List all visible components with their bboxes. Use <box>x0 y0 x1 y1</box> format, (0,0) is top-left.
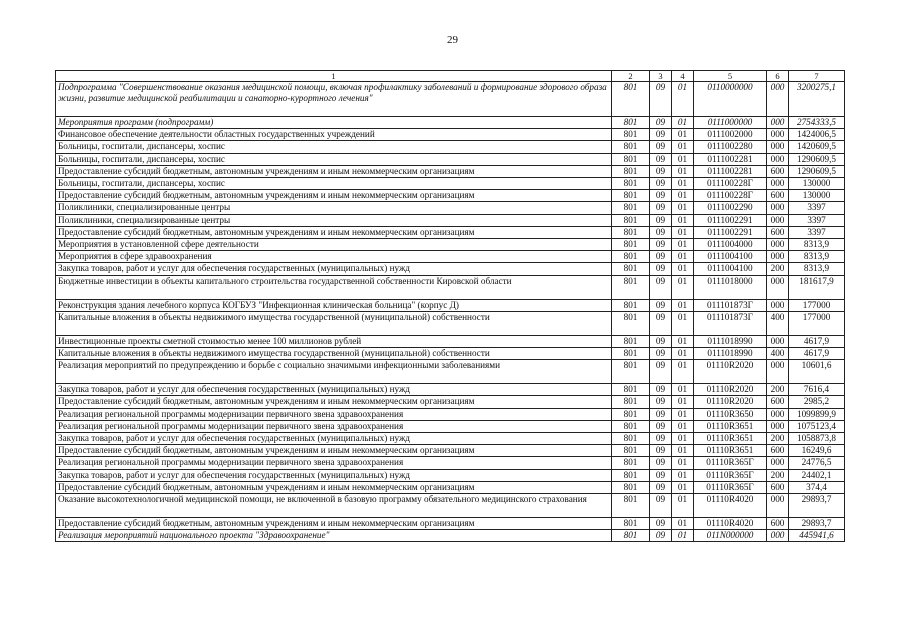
expense-type-cell: 000 <box>767 153 789 165</box>
ministry-code-cell: 801 <box>612 335 650 347</box>
amount-cell: 3397 <box>789 226 845 238</box>
target-article-cell: 01110R2020 <box>694 396 767 408</box>
section-code-cell: 09 <box>650 518 672 530</box>
table-row <box>56 153 845 165</box>
amount-cell: 130000 <box>789 190 845 202</box>
subsection-code-cell: 01 <box>672 348 694 360</box>
table-row <box>56 481 845 493</box>
subsection-code-cell: 01 <box>672 299 694 311</box>
amount-cell: 1290609,5 <box>789 153 845 165</box>
expense-type-cell: 000 <box>767 82 789 117</box>
ministry-code-cell: 801 <box>612 518 650 530</box>
subsection-code-cell: 01 <box>672 494 694 518</box>
section-code-cell: 09 <box>650 530 672 542</box>
table-row <box>56 408 845 420</box>
row-name-cell: Инвестиционные проекты сметной стоимостью менее 100 миллионов рублей <box>56 335 612 347</box>
row-name-cell: Больницы, госпитали, диспансеры, хоспис <box>56 153 612 165</box>
ministry-code-cell: 801 <box>612 190 650 202</box>
amount-cell: 7616,4 <box>789 384 845 396</box>
row-name-cell: Мероприятия в сфере здравоохранения <box>56 251 612 263</box>
target-article-cell: 0111002000 <box>694 129 767 141</box>
ministry-code-cell: 801 <box>612 457 650 469</box>
row-name-cell: Закупка товаров, работ и услуг для обеспечения государственных (муниципальных) нужд <box>56 469 612 481</box>
table-row <box>56 299 845 311</box>
section-code-cell: 09 <box>650 141 672 153</box>
ministry-code-cell: 801 <box>612 311 650 335</box>
ministry-code-cell: 801 <box>612 408 650 420</box>
expense-type-cell: 400 <box>767 311 789 335</box>
subsection-code-cell: 01 <box>672 202 694 214</box>
row-name-cell: Предоставление субсидий бюджетным, автономным учреждениям и иным некоммерческим организациям <box>56 481 612 493</box>
section-code-cell: 09 <box>650 360 672 384</box>
row-name-cell: Предоставление субсидий бюджетным, автономным учреждениям и иным некоммерческим организациям <box>56 165 612 177</box>
column-header: 6 <box>767 71 789 82</box>
table-row <box>56 251 845 263</box>
ministry-code-cell: 801 <box>612 82 650 117</box>
budget-table <box>55 70 845 542</box>
target-article-cell: 0111018990 <box>694 348 767 360</box>
expense-type-cell: 000 <box>767 178 789 190</box>
page-number: 29 <box>447 34 458 46</box>
table-row <box>56 82 845 117</box>
section-code-cell: 09 <box>650 275 672 299</box>
subsection-code-cell: 01 <box>672 263 694 275</box>
table-row <box>56 117 845 129</box>
target-article-cell: 0111002281 <box>694 165 767 177</box>
row-name-cell: Реализация региональной программы модернизации первичного звена здравоохранения <box>56 420 612 432</box>
row-name-cell: Капитальные вложения в объекты недвижимого имущества государственной (муниципальной) собственности <box>56 348 612 360</box>
amount-cell: 29893,7 <box>789 494 845 518</box>
subsection-code-cell: 01 <box>672 129 694 141</box>
section-code-cell: 09 <box>650 178 672 190</box>
expense-type-cell: 200 <box>767 263 789 275</box>
expense-type-cell: 600 <box>767 190 789 202</box>
section-code-cell: 09 <box>650 457 672 469</box>
row-name-cell: Оказание высокотехнологичной медицинской помощи, не включенной в базовую программу обязательного медицинского страхования <box>56 494 612 518</box>
row-name-cell: Финансовое обеспечение деятельности областных государственных учреждений <box>56 129 612 141</box>
subsection-code-cell: 01 <box>672 530 694 542</box>
amount-cell: 8313,9 <box>789 251 845 263</box>
target-article-cell: 011100228Г <box>694 190 767 202</box>
expense-type-cell: 000 <box>767 408 789 420</box>
table-row <box>56 384 845 396</box>
subsection-code-cell: 01 <box>672 165 694 177</box>
expense-type-cell: 000 <box>767 420 789 432</box>
table-row <box>56 165 845 177</box>
subsection-code-cell: 01 <box>672 190 694 202</box>
expense-type-cell: 000 <box>767 360 789 384</box>
amount-cell: 4617,9 <box>789 335 845 347</box>
section-code-cell: 09 <box>650 299 672 311</box>
amount-cell: 130000 <box>789 178 845 190</box>
table-row <box>56 445 845 457</box>
subsection-code-cell: 01 <box>672 214 694 226</box>
target-article-cell: 01110R2020 <box>694 384 767 396</box>
amount-cell: 177000 <box>789 299 845 311</box>
table-row <box>56 360 845 384</box>
target-article-cell: 0111002291 <box>694 226 767 238</box>
expense-type-cell: 600 <box>767 226 789 238</box>
section-code-cell: 09 <box>650 311 672 335</box>
table-row <box>56 275 845 299</box>
amount-cell: 3397 <box>789 214 845 226</box>
table-row <box>56 311 845 335</box>
subsection-code-cell: 01 <box>672 396 694 408</box>
expense-type-cell: 200 <box>767 469 789 481</box>
expense-type-cell: 400 <box>767 348 789 360</box>
subsection-code-cell: 01 <box>672 481 694 493</box>
ministry-code-cell: 801 <box>612 494 650 518</box>
target-article-cell: 01110R4020 <box>694 518 767 530</box>
row-name-cell: Поликлиники, специализированные центры <box>56 214 612 226</box>
ministry-code-cell: 801 <box>612 263 650 275</box>
ministry-code-cell: 801 <box>612 239 650 251</box>
amount-cell: 3200275,1 <box>789 82 845 117</box>
row-name-cell: Поликлиники, специализированные центры <box>56 202 612 214</box>
subsection-code-cell: 01 <box>672 457 694 469</box>
expense-type-cell: 000 <box>767 239 789 251</box>
subsection-code-cell: 01 <box>672 408 694 420</box>
subsection-code-cell: 01 <box>672 141 694 153</box>
table-row <box>56 530 845 542</box>
row-name-cell: Предоставление субсидий бюджетным, автономным учреждениям и иным некоммерческим организациям <box>56 445 612 457</box>
ministry-code-cell: 801 <box>612 275 650 299</box>
section-code-cell: 09 <box>650 117 672 129</box>
row-name-cell: Больницы, госпитали, диспансеры, хоспис <box>56 178 612 190</box>
target-article-cell: 01110R3651 <box>694 420 767 432</box>
expense-type-cell: 600 <box>767 165 789 177</box>
section-code-cell: 09 <box>650 469 672 481</box>
section-code-cell: 09 <box>650 239 672 251</box>
amount-cell: 374,4 <box>789 481 845 493</box>
ministry-code-cell: 801 <box>612 141 650 153</box>
row-name-cell: Предоставление субсидий бюджетным, автономным учреждениям и иным некоммерческим организациям <box>56 396 612 408</box>
row-name-cell: Подпрограмма "Совершенствование оказания медицинской помощи, включая профилактику заболеваний и формирование здорового образа жизни, развитие медицинской реабилитации и санаторно-курортного лечения" <box>56 82 612 117</box>
table-row <box>56 226 845 238</box>
subsection-code-cell: 01 <box>672 433 694 445</box>
ministry-code-cell: 801 <box>612 117 650 129</box>
table-row <box>56 178 845 190</box>
amount-cell: 29893,7 <box>789 518 845 530</box>
subsection-code-cell: 01 <box>672 117 694 129</box>
section-code-cell: 09 <box>650 433 672 445</box>
ministry-code-cell: 801 <box>612 202 650 214</box>
section-code-cell: 09 <box>650 420 672 432</box>
section-code-cell: 09 <box>650 384 672 396</box>
expense-type-cell: 000 <box>767 275 789 299</box>
target-article-cell: 011N000000 <box>694 530 767 542</box>
row-name-cell: Предоставление субсидий бюджетным, автономным учреждениям и иным некоммерческим организациям <box>56 226 612 238</box>
ministry-code-cell: 801 <box>612 396 650 408</box>
ministry-code-cell: 801 <box>612 251 650 263</box>
ministry-code-cell: 801 <box>612 360 650 384</box>
ministry-code-cell: 801 <box>612 348 650 360</box>
table-row <box>56 202 845 214</box>
table-header-row <box>56 71 845 82</box>
subsection-code-cell: 01 <box>672 153 694 165</box>
section-code-cell: 09 <box>650 153 672 165</box>
subsection-code-cell: 01 <box>672 251 694 263</box>
target-article-cell: 0111004100 <box>694 263 767 275</box>
subsection-code-cell: 01 <box>672 275 694 299</box>
row-name-cell: Реализация региональной программы модернизации первичного звена здравоохранения <box>56 408 612 420</box>
amount-cell: 8313,9 <box>789 239 845 251</box>
section-code-cell: 09 <box>650 129 672 141</box>
amount-cell: 1424006,5 <box>789 129 845 141</box>
ministry-code-cell: 801 <box>612 165 650 177</box>
subsection-code-cell: 01 <box>672 335 694 347</box>
expense-type-cell: 000 <box>767 129 789 141</box>
amount-cell: 181617,9 <box>789 275 845 299</box>
amount-cell: 3397 <box>789 202 845 214</box>
table-row <box>56 518 845 530</box>
target-article-cell: 0111004000 <box>694 239 767 251</box>
section-code-cell: 09 <box>650 226 672 238</box>
column-header: 3 <box>650 71 672 82</box>
subsection-code-cell: 01 <box>672 226 694 238</box>
table-row <box>56 420 845 432</box>
section-code-cell: 09 <box>650 165 672 177</box>
row-name-cell: Закупка товаров, работ и услуг для обеспечения государственных (муниципальных) нужд <box>56 433 612 445</box>
section-code-cell: 09 <box>650 445 672 457</box>
table-row <box>56 263 845 275</box>
ministry-code-cell: 801 <box>612 384 650 396</box>
ministry-code-cell: 801 <box>612 153 650 165</box>
row-name-cell: Больницы, госпитали, диспансеры, хоспис <box>56 141 612 153</box>
table-row <box>56 457 845 469</box>
target-article-cell: 011100228Г <box>694 178 767 190</box>
expense-type-cell: 200 <box>767 433 789 445</box>
table-row <box>56 239 845 251</box>
target-article-cell: 0111000000 <box>694 117 767 129</box>
ministry-code-cell: 801 <box>612 469 650 481</box>
section-code-cell: 09 <box>650 214 672 226</box>
table-row <box>56 348 845 360</box>
ministry-code-cell: 801 <box>612 530 650 542</box>
target-article-cell: 011101873Г <box>694 299 767 311</box>
row-name-cell: Реализация мероприятий по предупреждению и борьбе с социально значимыми инфекционными заболеваниями <box>56 360 612 384</box>
amount-cell: 16249,6 <box>789 445 845 457</box>
column-header: 1 <box>56 71 612 82</box>
table-row <box>56 494 845 518</box>
expense-type-cell: 000 <box>767 141 789 153</box>
target-article-cell: 01110R3651 <box>694 445 767 457</box>
expense-type-cell: 600 <box>767 481 789 493</box>
amount-cell: 1099899,9 <box>789 408 845 420</box>
expense-type-cell: 000 <box>767 494 789 518</box>
subsection-code-cell: 01 <box>672 239 694 251</box>
section-code-cell: 09 <box>650 396 672 408</box>
row-name-cell: Закупка товаров, работ и услуг для обеспечения государственных (муниципальных) нужд <box>56 384 612 396</box>
target-article-cell: 01110R2020 <box>694 360 767 384</box>
subsection-code-cell: 01 <box>672 360 694 384</box>
section-code-cell: 09 <box>650 408 672 420</box>
target-article-cell: 0111002280 <box>694 141 767 153</box>
subsection-code-cell: 01 <box>672 311 694 335</box>
amount-cell: 177000 <box>789 311 845 335</box>
ministry-code-cell: 801 <box>612 445 650 457</box>
subsection-code-cell: 01 <box>672 420 694 432</box>
section-code-cell: 09 <box>650 190 672 202</box>
target-article-cell: 01110R3651 <box>694 433 767 445</box>
subsection-code-cell: 01 <box>672 82 694 117</box>
row-name-cell: Реализация региональной программы модернизации первичного звена здравоохранения <box>56 457 612 469</box>
target-article-cell: 0111002281 <box>694 153 767 165</box>
target-article-cell: 0110000000 <box>694 82 767 117</box>
section-code-cell: 09 <box>650 348 672 360</box>
target-article-cell: 0111004100 <box>694 251 767 263</box>
expense-type-cell: 000 <box>767 299 789 311</box>
row-name-cell: Реконструкция здания лечебного корпуса КОГБУЗ "Инфекционная клиническая больница" (корпус Д) <box>56 299 612 311</box>
ministry-code-cell: 801 <box>612 420 650 432</box>
target-article-cell: 01110R3650 <box>694 408 767 420</box>
subsection-code-cell: 01 <box>672 384 694 396</box>
table-row <box>56 433 845 445</box>
expense-type-cell: 000 <box>767 335 789 347</box>
section-code-cell: 09 <box>650 494 672 518</box>
column-header: 4 <box>672 71 694 82</box>
ministry-code-cell: 801 <box>612 178 650 190</box>
target-article-cell: 0111002290 <box>694 202 767 214</box>
target-article-cell: 01110R365Г <box>694 457 767 469</box>
column-header: 7 <box>789 71 845 82</box>
amount-cell: 24776,5 <box>789 457 845 469</box>
table-row <box>56 396 845 408</box>
target-article-cell: 01110R365Г <box>694 481 767 493</box>
table-row <box>56 335 845 347</box>
column-header: 2 <box>612 71 650 82</box>
subsection-code-cell: 01 <box>672 445 694 457</box>
amount-cell: 445941,6 <box>789 530 845 542</box>
row-name-cell: Бюджетные инвестиции в объекты капитального строительства государственной собственности Кировской области <box>56 275 612 299</box>
expense-type-cell: 000 <box>767 457 789 469</box>
section-code-cell: 09 <box>650 481 672 493</box>
ministry-code-cell: 801 <box>612 129 650 141</box>
table-row <box>56 129 845 141</box>
row-name-cell: Закупка товаров, работ и услуг для обеспечения государственных (муниципальных) нужд <box>56 263 612 275</box>
target-article-cell: 0111002291 <box>694 214 767 226</box>
amount-cell: 10601,6 <box>789 360 845 384</box>
section-code-cell: 09 <box>650 82 672 117</box>
expense-type-cell: 200 <box>767 384 789 396</box>
ministry-code-cell: 801 <box>612 433 650 445</box>
expense-type-cell: 600 <box>767 518 789 530</box>
expense-type-cell: 000 <box>767 214 789 226</box>
ministry-code-cell: 801 <box>612 214 650 226</box>
subsection-code-cell: 01 <box>672 178 694 190</box>
target-article-cell: 011101873Г <box>694 311 767 335</box>
expense-type-cell: 000 <box>767 202 789 214</box>
section-code-cell: 09 <box>650 251 672 263</box>
column-header: 5 <box>694 71 767 82</box>
amount-cell: 1075123,4 <box>789 420 845 432</box>
row-name-cell: Мероприятия программ (подпрограмм) <box>56 117 612 129</box>
ministry-code-cell: 801 <box>612 226 650 238</box>
amount-cell: 24402,1 <box>789 469 845 481</box>
ministry-code-cell: 801 <box>612 481 650 493</box>
amount-cell: 2754333,5 <box>789 117 845 129</box>
expense-type-cell: 000 <box>767 251 789 263</box>
section-code-cell: 09 <box>650 263 672 275</box>
expense-type-cell: 600 <box>767 445 789 457</box>
amount-cell: 1420609,5 <box>789 141 845 153</box>
row-name-cell: Предоставление субсидий бюджетным, автономным учреждениям и иным некоммерческим организациям <box>56 190 612 202</box>
target-article-cell: 0111018000 <box>694 275 767 299</box>
table-row <box>56 469 845 481</box>
subsection-code-cell: 01 <box>672 469 694 481</box>
expense-type-cell: 000 <box>767 530 789 542</box>
row-name-cell: Мероприятия в установленной сфере деятельности <box>56 239 612 251</box>
row-name-cell: Реализация мероприятий национального проекта "Здравоохранение" <box>56 530 612 542</box>
table-row <box>56 141 845 153</box>
amount-cell: 8313,9 <box>789 263 845 275</box>
subsection-code-cell: 01 <box>672 518 694 530</box>
amount-cell: 2985,2 <box>789 396 845 408</box>
section-code-cell: 09 <box>650 335 672 347</box>
expense-type-cell: 000 <box>767 117 789 129</box>
amount-cell: 1058873,8 <box>789 433 845 445</box>
row-name-cell: Предоставление субсидий бюджетным, автономным учреждениям и иным некоммерческим организациям <box>56 518 612 530</box>
amount-cell: 4617,9 <box>789 348 845 360</box>
expense-type-cell: 600 <box>767 396 789 408</box>
target-article-cell: 01110R4020 <box>694 494 767 518</box>
ministry-code-cell: 801 <box>612 299 650 311</box>
table-row <box>56 214 845 226</box>
target-article-cell: 01110R365Г <box>694 469 767 481</box>
target-article-cell: 0111018990 <box>694 335 767 347</box>
amount-cell: 1290609,5 <box>789 165 845 177</box>
section-code-cell: 09 <box>650 202 672 214</box>
table-row <box>56 190 845 202</box>
row-name-cell: Капитальные вложения в объекты недвижимого имущества государственной (муниципальной) собственности <box>56 311 612 335</box>
